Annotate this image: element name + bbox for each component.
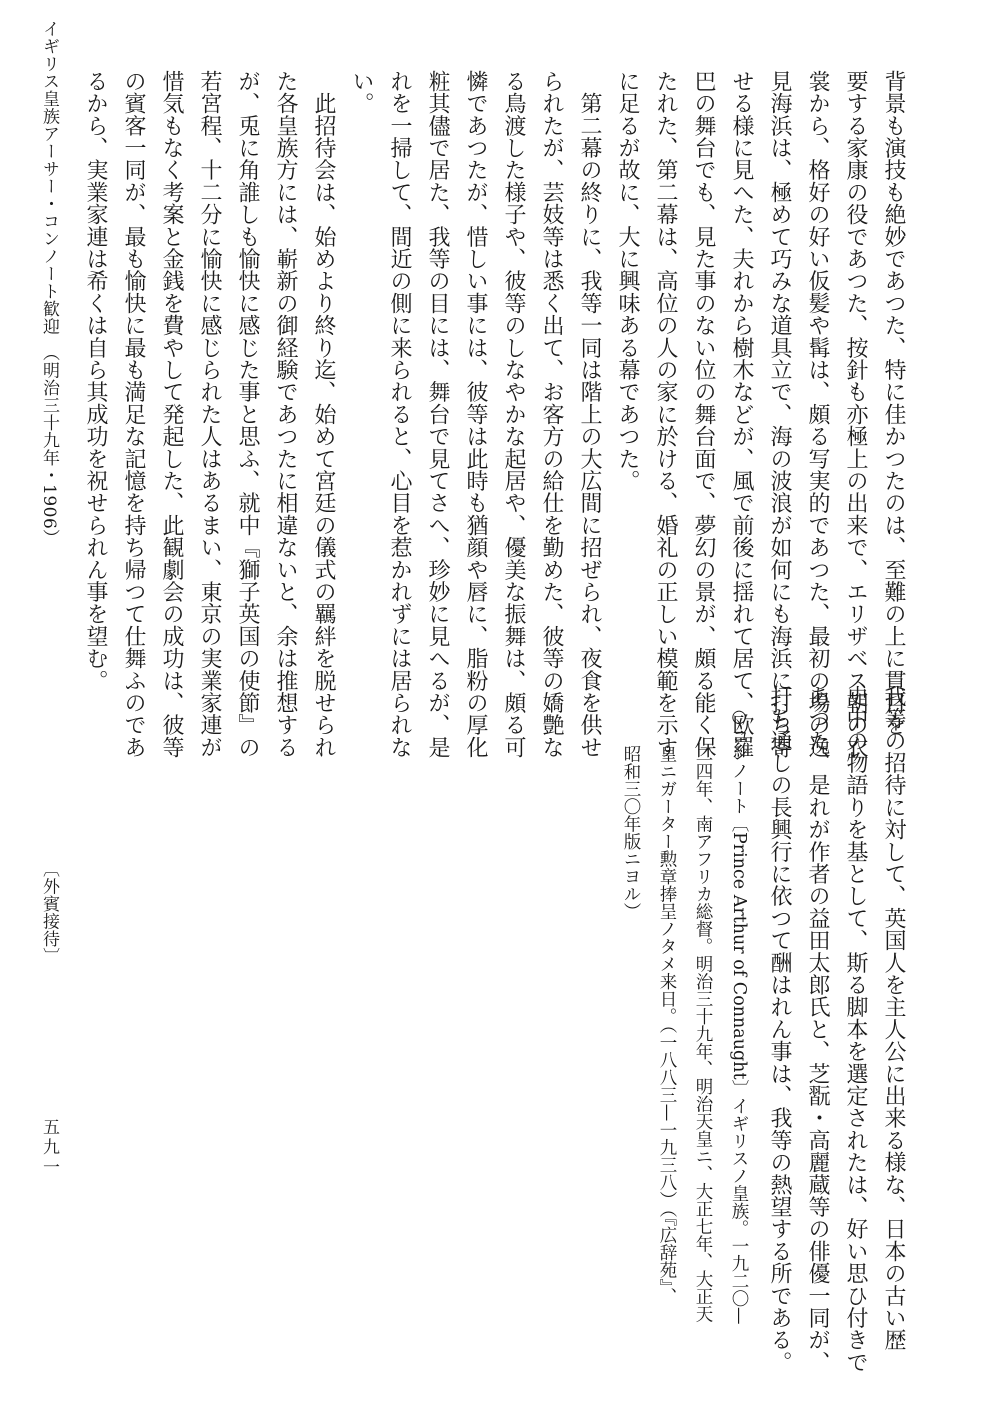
- body-column-10: られたが、芸妓等は悉く出て、お客方の給仕を勤めた、彼等の嬌艶な: [539, 70, 564, 759]
- running-head-title: イギリス皇族アーサー・コンノート歓迎 （明治三十九年・1906）: [39, 20, 59, 547]
- note-column-3: 皇ニガーター勲章捧呈ノタメ来日。（一八八三—一九三八）（『広辞苑』、: [657, 745, 677, 1305]
- body-column-8: に足るが故に、大に興味ある幕であつた。: [615, 70, 640, 492]
- body-column-15: い。: [349, 70, 374, 115]
- body-column-3: 裳から、格好の好い仮髪や髯は、頗る写実的であつた、最初の場の逸: [805, 70, 830, 759]
- body-column-6: 巴の舞台でも、見た事のない位の舞台面で、夢幻の景が、頗る能く保: [691, 70, 716, 759]
- body-column-9: 第二幕の終りに、我等一同は階上の大広間に招ぜられ、夜食を供せ: [577, 70, 602, 759]
- body-column-1: 背景も演技も絶妙であつた、特に佳かつたのは、至難の上に貫目を: [881, 70, 906, 737]
- body-column-16: 此招待会は、始めより終り迄、始めて宮廷の儀式の羈絆を脱せられ: [311, 70, 336, 759]
- body-column-4: 見海浜は、極めて巧みな道具立で、海の波浪が如何にも海浜に打ち寄: [767, 70, 792, 759]
- body-column-12: 憐であつたが、惜しい事には、彼等は此時も猶顔や唇に、脂粉の厚化: [463, 70, 488, 759]
- note-column-2: 二四年、南アフリカ総督。明治三十九年、明治天皇ニ、大正七年、大正天: [693, 745, 713, 1323]
- body-column-22: るから、実業家連は希くは自ら其成功を祝せられん事を望む。: [83, 70, 108, 692]
- body-column-17: た各皇族方には、嶄新の御経験であつたに相違ないと、余は推想する: [273, 70, 298, 759]
- note-column-1: ○コンノート〔Prince Arthur of Connaught〕イギリスノ皇族。一九二〇—: [729, 707, 749, 1325]
- body-column-18: が、兎に角誰しも愉快に感じた事と思ふ、就中『獅子英国の使節』の: [235, 70, 260, 759]
- running-head-section: 〔外賓接待〕: [39, 860, 59, 965]
- body-column-2: 要する家康の役であつた、按針も亦極上の出来で、エリザベス朝の衣: [843, 70, 868, 759]
- body-column-14: れを一掃して、間近の側に来られると、心目を惹かれずには居られな: [387, 70, 412, 759]
- upper-column-4: 打ち通しの長興行に依つて酬はれん事は、我等の熱望する所である。: [767, 685, 792, 1374]
- page-number: 五九一: [39, 1118, 59, 1178]
- body-column-19: 若宮程、十二分に愉快に感じられた人はあるまい、東京の実業家連が: [197, 70, 222, 759]
- upper-column-3: あつた、是れが作者の益田太郎氏と、芝翫・高麗蔵等の俳優一同が、: [805, 685, 830, 1374]
- body-column-20: 惜気もなく考案と金銭を費やして発起した、此観劇会の成功は、彼等: [159, 70, 184, 759]
- note-column-4: 昭和三〇年版ニヨル）: [621, 745, 641, 920]
- body-column-21: の賓客一同が、最も愉快に最も満足な記憶を持ち帰つて仕舞ふのであ: [121, 70, 146, 759]
- body-column-5: せる様に見へた、夫れから樹木などが、風で前後に揺れて居て、欧羅: [729, 70, 754, 759]
- body-column-7: たれた、第二幕は、高位の人の家に於ける、婚礼の正しい模範を示す: [653, 70, 678, 759]
- upper-column-1: 我等の招待に対して、英国人を主人公に出来る様な、日本の古い歴: [881, 685, 906, 1351]
- upper-column-2: 史中の物語りを基として、斯る脚本を選定されたは、好い思ひ付きで: [843, 685, 868, 1374]
- body-column-11: る鳥渡した様子や、彼等のしなやかな起居や、優美な振舞は、頗る可: [501, 70, 526, 759]
- body-column-13: 粧其儘で居た、我等の目には、舞台で見てさへ、珍妙に見へるが、是: [425, 70, 450, 759]
